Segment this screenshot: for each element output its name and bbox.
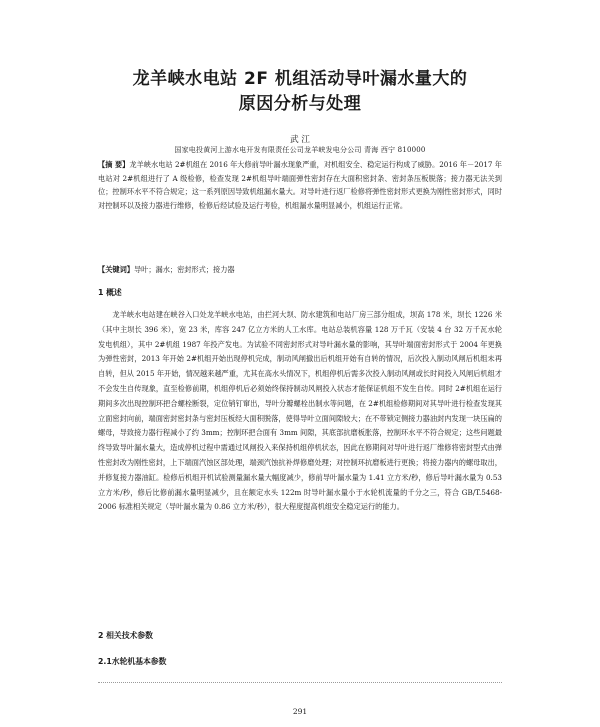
section-heading-overview: 1 概述 — [98, 288, 122, 297]
author: 武 江 — [290, 135, 310, 145]
page-number: 291 — [292, 707, 308, 716]
keywords-label: 【关键词】 — [98, 265, 134, 274]
body-text — [98, 308, 502, 515]
abstract-label: 【摘 要】 — [98, 160, 130, 169]
footer-divider — [98, 682, 502, 683]
section-heading-parameters: 2 相关技术参数 — [98, 631, 153, 640]
affiliation: 国家电投黄河上游水电开发有限责任公司龙羊峡发电分公司 青海 西宁 810000 — [174, 146, 426, 154]
subsection-heading-turbine: 2.1水轮机基本参数 — [98, 657, 167, 666]
body-paragraph: 龙羊峡水电站建在峡谷入口处龙羊峡水电站，由拦河大坝、防水建筑和电站厂房三部分组成，坝高 178 米，坝长 1226 米（其中主坝长 396 米），宽 23 米，库容 247 亿立方米的人工水库。电站总装机容量 128 万千瓦（安装 4 台 32 万千瓦水轮发电机组），其中 2#机组 1987 年投产发电。为试验不同密封形式对导叶漏水量的影响，其导叶端面密封形式于 2004 年更换为弹性密封，2013 年开始 2#机组开始出现停机完成，制动风闸撤出后机组开始有自转的情况，后次投入制动风闸后机组未再自转，但从 2015 年开始，情况越来越严重，尤其在高水头情况下，机组停机后需多次投入制动风闸或长时间投入风闸后机组才不会发生自传现象，直至检修前期，机组停机后必须始终保持制动风闸投入状态才能保证机组不发生自传。同时 2#机组在运行期间多次出现控制环把合螺栓断裂，定位销钉窜出，导叶分瓣螺栓出制水等问题，在 2#机组检修期间对其导叶进行检查发现其立面密封向前，端面密封密封条与密封压板经大面积脱落，使得导叶立面间隙较大；在不带锁定侧接力器油封内发现一块压扁的螺母，导致接力器行程减小了约 3mm；控制环把合面有 3mm 间隙，其底部抗磨板胀落，控制环水平不符合规定；这些问题最终导致导叶漏水量大，造成停机过程中需通过风闸投入来保持机组停机状态，因此在修期间对导叶进行返厂维修将密封型式由弹性密封改为刚性密封，上下端面汽蚀区部处理，端颈汽蚀抗补焊修磨处理；对控制环抗磨板进行更换；将接力器内的螺母取出，并修复接力器油缸。检修后机组开机试验测量漏水量大幅度减少，修前导叶漏水量为 1.41 立方米/秒，修后导叶漏水量为 0.53 立方米/秒，修后比修前漏水量明显减少，且在额定水头 122m 时导叶漏水量小于水轮机流量的千分之三，符合 GB/T.5468-2006 标准相关规定（导叶漏水量为 0.86 立方米/秒），很大程度提高机组安全稳定运行的能力。 — [98, 310, 502, 512]
paper-title-line-1: 龙羊峡水电站 2F 机组活动导叶漏水量大的 — [132, 69, 468, 89]
paper-title-line-2: 原因分析与处理 — [238, 94, 362, 114]
keywords — [98, 263, 502, 276]
abstract-text: 龙羊峡水电站 2#机组在 2016 年大修前导叶漏水现象严重，对机组安全、稳定运行构成了威胁。2016 年－2017 年电站对 2#机组进行了 A 级检修，检查发现 2#机组导叶端面弹性密封存在大面积密封条、密封条压板脱落；接力器无法关到位；控制环水平不符合规定；这一系列原因导致机组漏水量大。对导叶进行返厂检修将弹性密封形式更换为刚性密封形式，同时对控制环以及接力器进行维修，检修后经试验及运行考验，机组漏水量明显减小，机组运行正常。 — [98, 160, 502, 210]
keywords-text: 导叶；漏水；密封形式；接力器 — [133, 265, 235, 274]
abstract — [98, 158, 502, 212]
